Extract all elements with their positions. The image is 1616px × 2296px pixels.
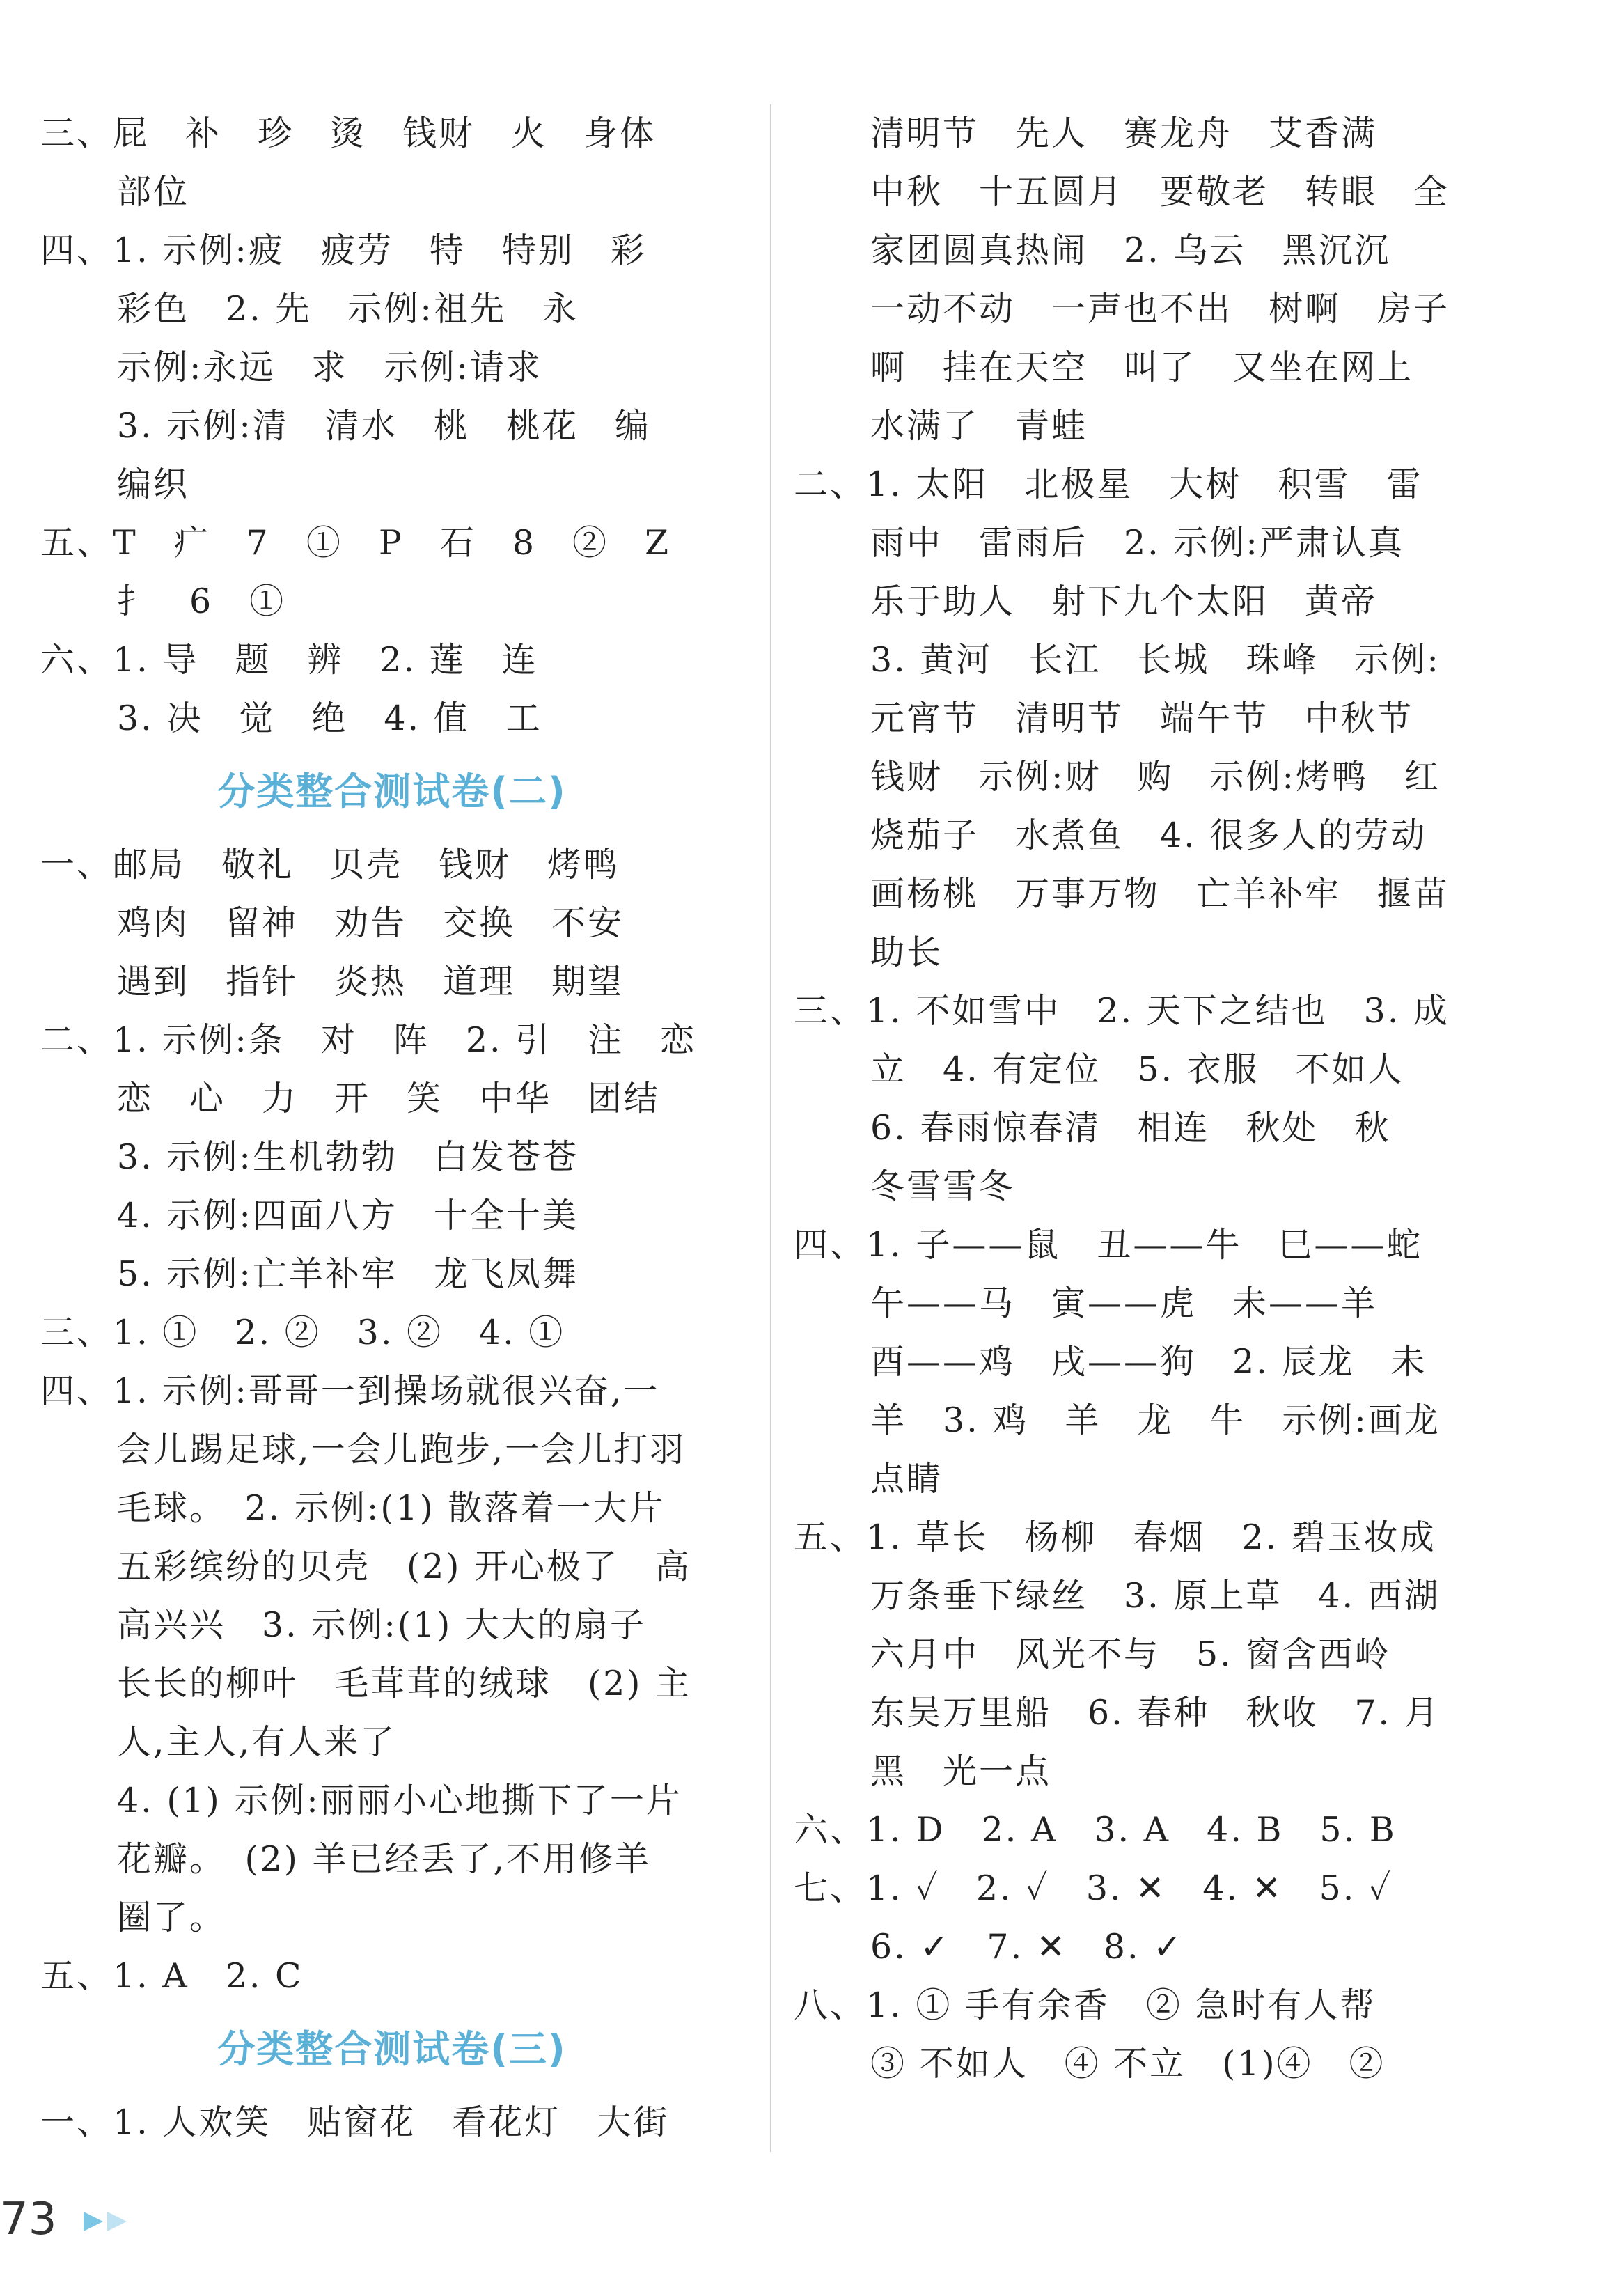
answer-line: 午——马 寅——虎 未——羊 — [870, 1283, 1378, 1323]
answer-line: 立 4. 有定位 5. 衣服 不如人 — [870, 1049, 1404, 1089]
answer-line: 八、1. ① 手有余香 ② 急时有人帮 — [794, 1985, 1376, 2025]
answer-line: 三、屁 补 珍 烫 钱财 火 身体 — [40, 114, 657, 153]
answer-line: 酉——鸡 戌——狗 2. 辰龙 未 — [870, 1342, 1427, 1382]
answer-line: 五、1. A 2. C — [40, 1956, 304, 1996]
answer-line: 钱财 示例:财 购 示例:烤鸭 红 — [870, 757, 1441, 797]
answer-line: 一动不动 一声也不出 树啊 房子 — [870, 289, 1450, 329]
answer-line: 四、1. 示例:疲 疲劳 特 特别 彩 — [40, 231, 647, 270]
section-title: 分类整合测试卷(三) — [217, 2027, 567, 2071]
answer-line: 烧茄子 水煮鱼 4. 很多人的劳动 — [870, 815, 1427, 855]
answer-line: 毛球。 2. 示例:(1) 散落着一大片 — [117, 1488, 666, 1528]
answer-line: 示例:永远 求 示例:请求 — [117, 347, 543, 387]
answer-line: ③ 不如人 ④ 不立 (1)④ ② — [870, 2044, 1386, 2084]
right-column — [794, 104, 1497, 2093]
answer-line: 3. 示例:清 清水 桃 桃花 编 — [117, 406, 651, 446]
answer-line: 遇到 指针 炎热 道理 期望 — [117, 962, 625, 1001]
answer-line: 4. (1) 示例:丽丽小心地撕下了一片 — [117, 1781, 682, 1820]
answer-line: 家团圆真热闹 2. 乌云 黑沉沉 — [870, 231, 1391, 270]
answer-line: 会儿踢足球,一会儿跑步,一会儿打羽 — [117, 1430, 687, 1469]
answer-line: 五彩缤纷的贝壳 (2) 开心极了 高 — [117, 1547, 691, 1586]
answer-line: 花瓣。 (2) 羊已经丢了,不用修羊 — [117, 1839, 652, 1879]
answer-line: 七、1. ✓ 2. ✓ 3. ✕ 4. ✕ 5. ✓ — [794, 1868, 1393, 1908]
column-divider — [770, 104, 771, 2152]
answer-line: 鸡肉 留神 劝告 交换 不安 — [117, 903, 625, 943]
answer-line: 中秋 十五圆月 要敬老 转眼 全 — [870, 172, 1450, 212]
answer-line: 圈了。 — [117, 1898, 226, 1937]
answer-line: 乐于助人 射下九个太阳 黄帝 — [870, 581, 1378, 621]
answer-line: 3. 示例:生机勃勃 白发苍苍 — [117, 1137, 579, 1177]
answer-line: 五、1. 草长 杨柳 春烟 2. 碧玉妆成 — [794, 1517, 1436, 1557]
answer-line: 画杨桃 万事万物 亡羊补牢 揠苗 — [870, 874, 1450, 914]
answer-line: 六、1. D 2. A 3. A 4. B 5. B — [794, 1810, 1397, 1850]
answer-line: 4. 示例:四面八方 十全十美 — [117, 1196, 579, 1235]
answer-line: 点睛 — [870, 1459, 943, 1499]
answer-line: 雨中 雷雨后 2. 示例:严肃认真 — [870, 523, 1404, 563]
answer-line: 5. 示例:亡羊补牢 龙飞凤舞 — [117, 1254, 579, 1294]
answer-line: 五、T 疒 7 ① P 石 8 ② Z — [40, 523, 671, 563]
answer-line: 一、邮局 敬礼 贝壳 钱财 烤鸭 — [40, 845, 620, 884]
answer-line: 水满了 青蛙 — [870, 406, 1088, 446]
left-column — [40, 104, 744, 2152]
answer-line: 羊 3. 鸡 羊 龙 牛 示例:画龙 — [870, 1400, 1441, 1440]
answer-line: 万条垂下绿丝 3. 原上草 4. 西湖 — [870, 1576, 1441, 1616]
answer-line: 三、1. 不如雪中 2. 天下之结也 3. 成 — [794, 991, 1450, 1031]
answer-line: 清明节 先人 赛龙舟 艾香满 — [870, 114, 1378, 153]
answer-line: 元宵节 清明节 端午节 中秋节 — [870, 698, 1414, 738]
answer-line: 一、1. 人欢笑 贴窗花 看花灯 大街 — [40, 2102, 670, 2142]
answer-line: 二、1. 太阳 北极星 大树 积雪 雷 — [794, 464, 1423, 504]
answer-line: 部位 — [117, 172, 190, 212]
section-title: 分类整合测试卷(二) — [217, 770, 567, 813]
answer-line: 三、1. ① 2. ② 3. ② 4. ① — [40, 1313, 565, 1352]
answer-line: 六月中 风光不与 5. 窗含西岭 — [870, 1634, 1391, 1674]
answer-line: 黑 光一点 — [870, 1751, 1052, 1791]
answer-line: 二、1. 示例:条 对 阵 2. 引 注 恋 — [40, 1020, 697, 1060]
answer-line: 四、1. 示例:哥哥一到操场就很兴奋,一 — [40, 1371, 660, 1411]
answer-line: 编织 — [117, 464, 190, 504]
answer-line: 啊 挂在天空 叫了 又坐在网上 — [870, 347, 1414, 387]
answer-line: 东吴万里船 6. 春种 秋收 7. 月 — [870, 1693, 1441, 1733]
answer-line: 6. 春雨惊春清 相连 秋处 秋 — [870, 1108, 1391, 1148]
answer-line: 人,主人,有人来了 — [117, 1722, 397, 1762]
answer-line: 高兴兴 3. 示例:(1) 大大的扇子 — [117, 1605, 646, 1645]
answer-line: 3. 决 觉 绝 4. 值 工 — [117, 698, 542, 738]
answer-line: 六、1. 导 题 辨 2. 莲 连 — [40, 640, 538, 680]
answer-line: 恋 心 力 开 笑 中华 团结 — [117, 1079, 661, 1118]
answer-line: 四、1. 子——鼠 丑——牛 巳——蛇 — [794, 1225, 1423, 1265]
answer-line: 长长的柳叶 毛茸茸的绒球 (2) 主 — [117, 1664, 691, 1703]
answer-line: 6. ✓ 7. ✕ 8. ✓ — [870, 1927, 1184, 1967]
answer-line: 冬雪雪冬 — [870, 1166, 1016, 1206]
answer-line: 彩色 2. 先 示例:祖先 永 — [117, 289, 579, 329]
answer-line: 助长 — [870, 932, 943, 972]
page-arrows-icon — [82, 2208, 138, 2235]
page-number: 73 — [0, 2194, 57, 2245]
answer-line: 3. 黄河 长江 长城 珠峰 示例: — [870, 640, 1441, 680]
answer-line: 扌 6 ① — [117, 581, 286, 621]
